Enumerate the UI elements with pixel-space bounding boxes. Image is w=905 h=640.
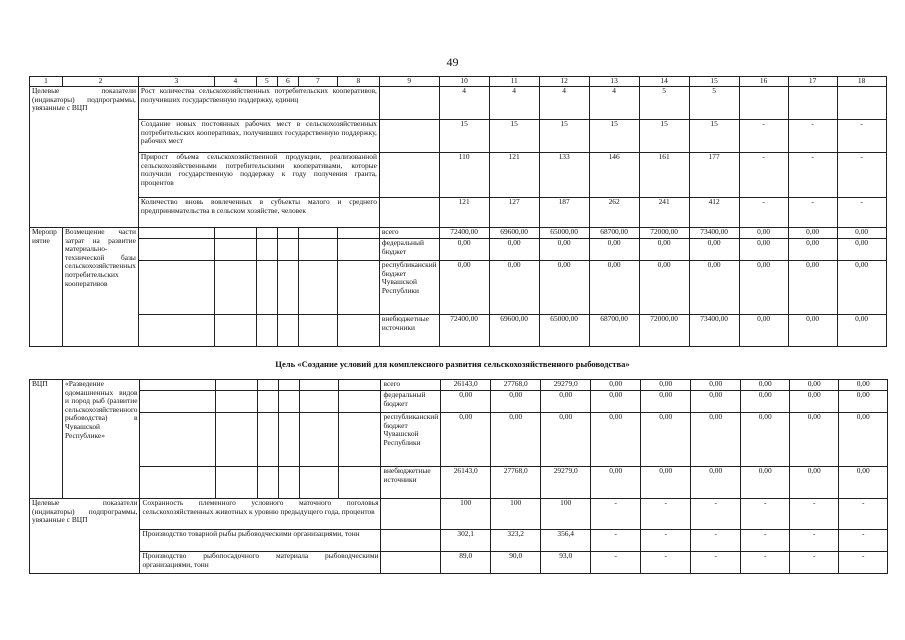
funding-value: 0,00 — [788, 228, 837, 239]
empty-cell — [216, 413, 258, 467]
indicator-value: 4 — [439, 87, 489, 120]
empty-cell — [337, 228, 379, 239]
indicator-value: 100 — [541, 499, 591, 530]
indicator-value: - — [837, 120, 886, 153]
indicator-value: - — [691, 552, 741, 574]
empty-cell — [258, 380, 279, 391]
empty-cell — [300, 391, 339, 413]
indicator-value: - — [591, 499, 641, 530]
indicator-value: 161 — [639, 153, 689, 198]
indicator-value: - — [790, 530, 839, 552]
indicator-value: 302,1 — [441, 530, 491, 552]
funding-value: 0,00 — [739, 228, 788, 239]
indicator-text: Рост количества сельскохозяйственных потребительских кооперативов, получивших государственную поддержку, единиц — [138, 87, 379, 120]
funding-value: 0,00 — [691, 391, 741, 413]
funding-source: всего — [381, 380, 441, 391]
indicator-value — [837, 87, 886, 120]
indicator-value: - — [741, 530, 790, 552]
indicator-text: Сохранность племенного условного маточного поголовья сельскохозяйственных животных к уровню предыдущего года, процентов — [140, 499, 381, 530]
indicator-value: 5 — [689, 87, 739, 120]
indicator-value: 356,4 — [541, 530, 591, 552]
indicator-value: 15 — [689, 120, 739, 153]
vcp-label: ВЦП — [30, 380, 63, 499]
indicator-value: 4 — [589, 87, 639, 120]
empty-cell — [298, 261, 337, 315]
indicator-value: - — [741, 552, 790, 574]
empty-cell — [298, 228, 337, 239]
empty-cell — [379, 87, 439, 120]
funding-value: 73400,00 — [689, 315, 739, 347]
indicator-value: - — [839, 552, 888, 574]
empty-cell — [279, 380, 300, 391]
empty-cell — [337, 261, 379, 315]
funding-value: 65000,00 — [539, 228, 589, 239]
indicator-row — [30, 552, 888, 574]
funding-value: 0,00 — [589, 261, 639, 315]
funding-value: 0,00 — [439, 261, 489, 315]
empty-cell — [379, 153, 439, 198]
indicator-value: - — [591, 530, 641, 552]
funding-value: 0,00 — [591, 413, 641, 467]
indicator-row — [30, 120, 887, 153]
funding-value: 29279,0 — [541, 467, 591, 499]
empty-cell — [339, 391, 381, 413]
indicator-value: - — [788, 120, 837, 153]
goal-heading: Цель «Создание условий для комплексного развития сельскохозяйственного рыбоводства» — [275, 359, 630, 369]
empty-cell — [300, 467, 339, 499]
column-number-header: 2 — [63, 77, 139, 87]
indicator-value: - — [739, 120, 788, 153]
funding-value: 72000,00 — [639, 315, 689, 347]
funding-value: 0,00 — [489, 261, 539, 315]
indicator-value: - — [691, 530, 741, 552]
funding-value: 0,00 — [641, 391, 691, 413]
indicator-value: 121 — [489, 153, 539, 198]
column-number-header: 3 — [138, 77, 214, 87]
indicator-text: Производство товарной рыбы рыбоводческими организациями, тонн — [140, 530, 381, 552]
funding-value: 0,00 — [689, 239, 739, 261]
page-number: 49 — [446, 55, 459, 69]
indicator-value: 323,2 — [491, 530, 541, 552]
funding-value: 26143,0 — [441, 467, 491, 499]
indicator-value: - — [837, 198, 886, 228]
column-number-header: 15 — [689, 77, 739, 87]
funding-value: 0,00 — [741, 391, 790, 413]
indicator-value: 4 — [489, 87, 539, 120]
column-number-header: 8 — [337, 77, 379, 87]
funding-value: 26143,0 — [441, 380, 491, 391]
funding-value: 72400,00 — [439, 315, 489, 347]
indicator-value: - — [839, 530, 888, 552]
column-number-header: 18 — [837, 77, 886, 87]
empty-cell — [337, 239, 379, 261]
indicator-row — [30, 198, 887, 228]
indicators-label: Целевые показатели (индикаторы) подпрограммы, увязанные с ВЦП — [30, 87, 139, 228]
vcp-name: «Разведение одомашненных видов и пород рыб (развитие сельскохозяйственного рыбоводства) в Чувашской Республике» — [63, 380, 140, 499]
empty-cell — [277, 261, 298, 315]
indicator-value — [739, 87, 788, 120]
empty-cell — [339, 467, 381, 499]
empty-cell — [140, 467, 216, 499]
empty-cell — [379, 120, 439, 153]
empty-cell — [258, 467, 279, 499]
indicator-value: 412 — [689, 198, 739, 228]
funding-source: федеральный бюджет — [381, 391, 441, 413]
indicator-value: - — [790, 499, 839, 530]
indicator-text: Прирост объема сельскохозяйственной продукции, реализованной сельскохозяйственными потребительскими кооперативами, которые получили государственную поддержку к году получения гранта, процентов — [138, 153, 379, 198]
funding-value: 73400,00 — [689, 228, 739, 239]
funding-value: 29279,0 — [541, 380, 591, 391]
empty-cell — [138, 228, 214, 239]
funding-source: республиканский бюджет Чувашской Республики — [379, 261, 439, 315]
funding-value: 0,00 — [788, 239, 837, 261]
empty-cell — [256, 261, 277, 315]
funding-value: 0,00 — [739, 315, 788, 347]
empty-cell — [216, 391, 258, 413]
empty-cell — [214, 239, 256, 261]
funding-value: 0,00 — [691, 413, 741, 467]
funding-value: 69600,00 — [489, 315, 539, 347]
empty-cell — [256, 315, 277, 347]
indicator-value: - — [641, 552, 691, 574]
funding-value: 27768,0 — [491, 467, 541, 499]
indicator-value: - — [790, 552, 839, 574]
column-number-header: 7 — [298, 77, 337, 87]
empty-cell — [214, 261, 256, 315]
funding-row — [30, 228, 887, 239]
funding-value: 0,00 — [691, 467, 741, 499]
empty-cell — [337, 315, 379, 347]
empty-cell — [277, 228, 298, 239]
indicator-value: 15 — [639, 120, 689, 153]
indicators-label: Целевые показатели (индикаторы) подпрограммы, увязанные с ВЦП — [30, 499, 140, 574]
indicator-value: 15 — [539, 120, 589, 153]
funding-value: 0,00 — [839, 391, 888, 413]
empty-cell — [300, 380, 339, 391]
funding-value: 0,00 — [641, 413, 691, 467]
funding-row — [30, 380, 888, 391]
funding-value: 0,00 — [790, 380, 839, 391]
funding-value: 0,00 — [641, 467, 691, 499]
funding-value: 0,00 — [837, 261, 886, 315]
funding-value: 0,00 — [439, 239, 489, 261]
funding-source: федеральный бюджет — [379, 239, 439, 261]
measure-name: Возмещение части затрат на развитие материально-технической базы сельскохозяйственных потребительских кооперативов — [63, 228, 139, 347]
indicator-value: - — [691, 499, 741, 530]
column-number-header: 4 — [214, 77, 256, 87]
measure-label: Мероприятие — [30, 228, 63, 347]
funding-value: 0,00 — [839, 467, 888, 499]
empty-cell — [381, 552, 441, 574]
empty-cell — [216, 380, 258, 391]
funding-value: 27768,0 — [491, 380, 541, 391]
empty-cell — [298, 315, 337, 347]
indicator-value: - — [591, 552, 641, 574]
funding-value: 0,00 — [741, 380, 790, 391]
funding-value: 0,00 — [441, 391, 491, 413]
indicator-value: 262 — [589, 198, 639, 228]
funding-value: 69600,00 — [489, 228, 539, 239]
funding-value: 0,00 — [741, 467, 790, 499]
indicator-value: 121 — [439, 198, 489, 228]
empty-cell — [300, 413, 339, 467]
funding-value: 72400,00 — [439, 228, 489, 239]
indicator-value: 93,0 — [541, 552, 591, 574]
budget-table-bottom — [29, 379, 888, 574]
column-number-header: 12 — [539, 77, 589, 87]
empty-cell — [214, 228, 256, 239]
funding-value: 0,00 — [541, 413, 591, 467]
funding-source: внебюджетные источники — [379, 315, 439, 347]
funding-source: всего — [379, 228, 439, 239]
column-number-header: 6 — [277, 77, 298, 87]
funding-row — [30, 239, 887, 261]
indicator-row — [30, 153, 887, 198]
indicator-value: 133 — [539, 153, 589, 198]
indicator-value: - — [788, 153, 837, 198]
indicator-value: 100 — [441, 499, 491, 530]
empty-cell — [279, 413, 300, 467]
funding-value: 0,00 — [589, 239, 639, 261]
funding-value: 0,00 — [539, 239, 589, 261]
empty-cell — [140, 380, 216, 391]
indicator-row — [30, 87, 887, 120]
empty-cell — [256, 239, 277, 261]
funding-value: 0,00 — [839, 380, 888, 391]
funding-row — [30, 413, 888, 467]
funding-value: 0,00 — [639, 261, 689, 315]
empty-cell — [279, 391, 300, 413]
indicator-value: 110 — [439, 153, 489, 198]
funding-value: 0,00 — [441, 413, 491, 467]
indicator-value: - — [788, 198, 837, 228]
funding-value: 0,00 — [689, 261, 739, 315]
funding-value: 0,00 — [591, 467, 641, 499]
indicator-value: 187 — [539, 198, 589, 228]
funding-value: 0,00 — [691, 380, 741, 391]
indicator-value: 15 — [489, 120, 539, 153]
empty-cell — [298, 239, 337, 261]
funding-value: 68700,00 — [589, 315, 639, 347]
empty-cell — [277, 315, 298, 347]
funding-value: 0,00 — [839, 413, 888, 467]
column-number-header: 1 — [30, 77, 63, 87]
indicator-value: 89,0 — [441, 552, 491, 574]
funding-value: 0,00 — [788, 261, 837, 315]
funding-value: 0,00 — [788, 315, 837, 347]
funding-value: 0,00 — [491, 391, 541, 413]
funding-value: 0,00 — [837, 239, 886, 261]
indicator-row — [30, 499, 888, 530]
empty-cell — [216, 467, 258, 499]
funding-source: республиканский бюджет Чувашской Республики — [381, 413, 441, 467]
column-number-header: 11 — [489, 77, 539, 87]
funding-value: 0,00 — [591, 391, 641, 413]
empty-cell — [138, 315, 214, 347]
funding-value: 0,00 — [541, 391, 591, 413]
indicator-text: Создание новых постоянных рабочих мест в сельскохозяйственных потребительских кооперативах, получивших государственную поддержку, рабочих мест — [138, 120, 379, 153]
indicator-value: 241 — [639, 198, 689, 228]
funding-value: 0,00 — [491, 413, 541, 467]
empty-cell — [214, 315, 256, 347]
funding-row — [30, 467, 888, 499]
column-number-header: 5 — [256, 77, 277, 87]
empty-cell — [277, 239, 298, 261]
empty-cell — [258, 413, 279, 467]
funding-value: 0,00 — [790, 391, 839, 413]
funding-value: 0,00 — [739, 261, 788, 315]
funding-value: 0,00 — [641, 380, 691, 391]
funding-value: 0,00 — [741, 413, 790, 467]
column-number-header: 16 — [739, 77, 788, 87]
indicator-value: - — [741, 499, 790, 530]
empty-cell — [339, 380, 381, 391]
funding-value: 0,00 — [837, 315, 886, 347]
budget-table-top — [29, 76, 887, 347]
indicator-value: 146 — [589, 153, 639, 198]
indicator-value: - — [837, 153, 886, 198]
empty-cell — [279, 467, 300, 499]
indicator-value: 90,0 — [491, 552, 541, 574]
column-number-header: 17 — [788, 77, 837, 87]
empty-cell — [258, 391, 279, 413]
empty-cell — [138, 261, 214, 315]
indicator-value: 100 — [491, 499, 541, 530]
column-number-header: 9 — [379, 77, 439, 87]
indicator-value: 127 — [489, 198, 539, 228]
empty-cell — [140, 391, 216, 413]
funding-source: внебюджетные источники — [381, 467, 441, 499]
indicator-value: 5 — [639, 87, 689, 120]
column-number-header: 10 — [439, 77, 489, 87]
funding-value: 0,00 — [837, 228, 886, 239]
funding-value: 0,00 — [790, 413, 839, 467]
column-number-header: 13 — [589, 77, 639, 87]
indicator-value: - — [739, 198, 788, 228]
indicator-text: Количество вновь вовлеченных в субъекты малого и среднего предпринимательства в сельском хозяйстве, человек — [138, 198, 379, 228]
indicator-value: - — [641, 499, 691, 530]
indicator-value — [788, 87, 837, 120]
empty-cell — [256, 228, 277, 239]
empty-cell — [339, 413, 381, 467]
indicator-value: 15 — [439, 120, 489, 153]
funding-value: 68700,00 — [589, 228, 639, 239]
funding-value: 0,00 — [591, 380, 641, 391]
indicator-value: - — [839, 499, 888, 530]
indicator-row — [30, 530, 888, 552]
funding-value: 0,00 — [539, 261, 589, 315]
indicator-value: - — [739, 153, 788, 198]
funding-row — [30, 391, 888, 413]
indicator-value: 15 — [589, 120, 639, 153]
funding-value: 0,00 — [489, 239, 539, 261]
indicator-value: - — [641, 530, 691, 552]
indicator-text: Производство рыбопосадочного материала рыбоводческими организациями, тонн — [140, 552, 381, 574]
funding-value: 0,00 — [639, 239, 689, 261]
funding-value: 0,00 — [739, 239, 788, 261]
empty-cell — [140, 413, 216, 467]
column-number-header: 14 — [639, 77, 689, 87]
indicator-value: 177 — [689, 153, 739, 198]
empty-cell — [138, 239, 214, 261]
funding-row — [30, 261, 887, 315]
funding-value: 72000,00 — [639, 228, 689, 239]
empty-cell — [381, 499, 441, 530]
funding-value: 65000,00 — [539, 315, 589, 347]
empty-cell — [381, 530, 441, 552]
indicator-value: 4 — [539, 87, 589, 120]
empty-cell — [379, 198, 439, 228]
funding-value: 0,00 — [790, 467, 839, 499]
header-row — [30, 77, 887, 87]
funding-row — [30, 315, 887, 347]
